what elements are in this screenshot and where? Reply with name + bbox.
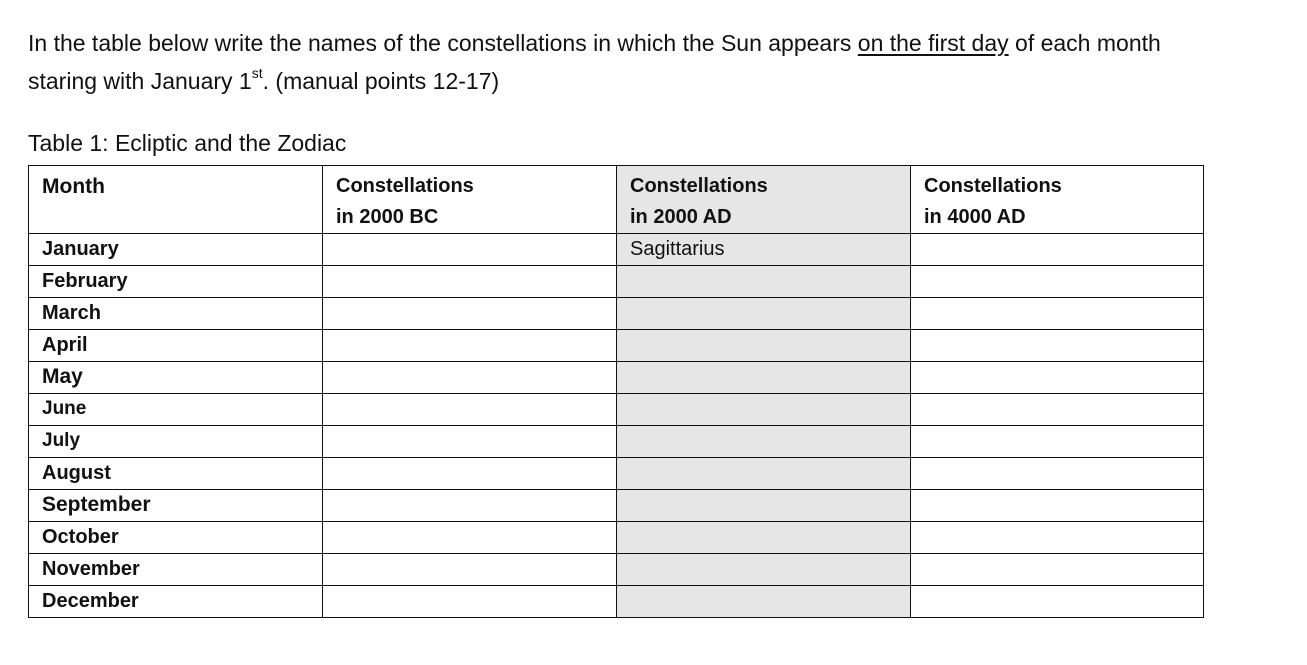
cell-2000bc[interactable] — [323, 394, 617, 426]
month-cell: February — [29, 266, 323, 298]
table-body — [29, 234, 1204, 618]
cell-4000ad[interactable] — [911, 490, 1204, 522]
header-2000ad — [617, 166, 911, 234]
header-2000bc-line1: Constellations — [336, 175, 474, 197]
cell-2000bc[interactable] — [323, 330, 617, 362]
month-cell: April — [29, 330, 323, 362]
header-4000ad — [911, 166, 1204, 234]
month-cell: December — [29, 586, 323, 618]
month-cell: July — [29, 426, 323, 458]
month-cell: March — [29, 298, 323, 330]
cell-4000ad[interactable] — [911, 234, 1204, 266]
cell-2000ad[interactable] — [617, 586, 911, 618]
instructions-superscript: st — [251, 65, 263, 82]
cell-2000bc[interactable] — [323, 426, 617, 458]
instructions-underlined-text: on the first day — [857, 30, 1009, 56]
header-2000ad-line1: Constellations — [630, 175, 768, 197]
instructions-paragraph — [28, 24, 1228, 100]
cell-4000ad[interactable] — [911, 554, 1204, 586]
month-cell: June — [29, 394, 323, 426]
zodiac-table — [28, 165, 1204, 618]
table-row — [29, 266, 1204, 298]
table-row — [29, 362, 1204, 394]
cell-2000ad[interactable] — [617, 490, 911, 522]
table-caption: Table 1: Ecliptic and the Zodiac — [28, 130, 347, 156]
table-header — [29, 166, 1204, 234]
cell-2000bc[interactable] — [323, 490, 617, 522]
month-cell: May — [29, 362, 323, 394]
cell-2000ad[interactable] — [617, 522, 911, 554]
cell-2000bc[interactable] — [323, 266, 617, 298]
table-row — [29, 426, 1204, 458]
table-row — [29, 554, 1204, 586]
table-row — [29, 458, 1204, 490]
cell-2000ad[interactable] — [617, 426, 911, 458]
table-row — [29, 586, 1204, 618]
instructions-text-part1: In the table below write the names of the constellations in which the Sun appears — [28, 30, 858, 56]
cell-2000bc[interactable] — [323, 362, 617, 394]
cell-4000ad[interactable] — [911, 426, 1204, 458]
cell-2000ad[interactable] — [617, 458, 911, 490]
cell-2000ad[interactable] — [617, 330, 911, 362]
month-cell: September — [29, 490, 323, 522]
instructions-text-part2: of each month staring with January 1 — [28, 30, 1161, 94]
cell-4000ad[interactable] — [911, 586, 1204, 618]
cell-2000bc[interactable] — [323, 234, 617, 266]
cell-4000ad[interactable] — [911, 362, 1204, 394]
cell-4000ad[interactable] — [911, 298, 1204, 330]
header-month — [29, 166, 323, 234]
cell-4000ad[interactable] — [911, 522, 1204, 554]
month-cell: November — [29, 554, 323, 586]
cell-4000ad[interactable] — [911, 266, 1204, 298]
cell-4000ad[interactable] — [911, 330, 1204, 362]
table-row — [29, 490, 1204, 522]
cell-2000bc[interactable] — [323, 298, 617, 330]
header-4000ad-line2: in 4000 AD — [924, 206, 1026, 228]
cell-2000bc[interactable] — [323, 522, 617, 554]
header-2000bc — [323, 166, 617, 234]
header-2000ad-line2: in 2000 AD — [630, 206, 732, 228]
instructions-text-part3: . (manual points 12-17) — [262, 68, 500, 94]
cell-2000ad[interactable] — [617, 394, 911, 426]
cell-2000ad[interactable]: Sagittarius — [617, 234, 911, 266]
cell-2000ad[interactable] — [617, 554, 911, 586]
table-row — [29, 298, 1204, 330]
table-row — [29, 394, 1204, 426]
cell-4000ad[interactable] — [911, 458, 1204, 490]
header-row — [29, 166, 1204, 234]
header-4000ad-line1: Constellations — [924, 175, 1062, 197]
month-cell: October — [29, 522, 323, 554]
month-cell: August — [29, 458, 323, 490]
cell-2000bc[interactable] — [323, 586, 617, 618]
cell-2000bc[interactable] — [323, 458, 617, 490]
table-row — [29, 522, 1204, 554]
header-2000bc-line2: in 2000 BC — [336, 206, 439, 228]
cell-2000ad[interactable] — [617, 266, 911, 298]
header-month-label: Month — [42, 175, 105, 198]
cell-4000ad[interactable] — [911, 394, 1204, 426]
table-row — [29, 330, 1204, 362]
cell-2000bc[interactable] — [323, 554, 617, 586]
cell-2000ad[interactable] — [617, 362, 911, 394]
month-cell: January — [29, 234, 323, 266]
cell-2000ad[interactable] — [617, 298, 911, 330]
table-row — [29, 234, 1204, 266]
